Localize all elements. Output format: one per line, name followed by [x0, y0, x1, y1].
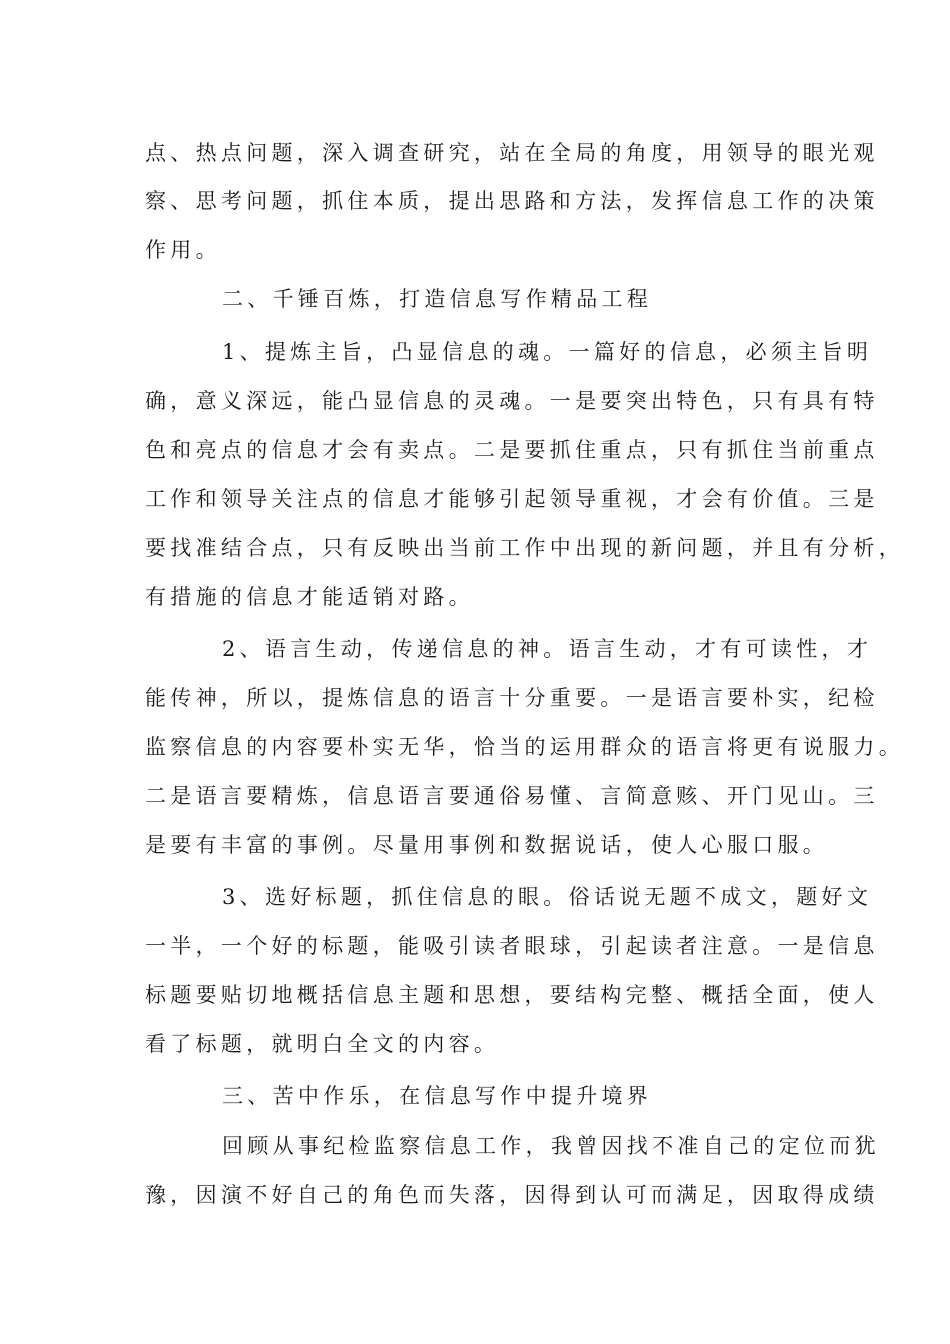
- text-line: 色和亮点的信息才会有卖点。二是要抓住重点，只有抓住当前重点: [145, 438, 879, 462]
- paragraph-start: 1、提炼主旨，凸显信息的魂。一篇好的信息，必须主旨明: [222, 340, 873, 364]
- section-heading: 二、千锤百炼，打造信息写作精品工程: [222, 287, 653, 311]
- text-line: 作用。: [145, 238, 221, 262]
- text-line: 监察信息的内容要朴实无华，恰当的运用群众的语言将更有说服力。: [145, 735, 904, 759]
- text-line: 一半，一个好的标题，能吸引读者眼球，引起读者注意。一是信息: [145, 934, 879, 958]
- paragraph-start: 3、选好标题，抓住信息的眼。俗话说无题不成文，题好文: [222, 885, 873, 909]
- text-line: 工作和领导关注点的信息才能够引起领导重视，才会有价值。三是: [145, 487, 879, 511]
- paragraph-start: 2、语言生动，传递信息的神。语言生动，才有可读性，才: [222, 637, 873, 661]
- text-line: 能传神，所以，提炼信息的语言十分重要。一是语言要朴实，纪检: [145, 686, 879, 710]
- text-line: 二是语言要精炼，信息语言要通俗易懂、言简意赅、开门见山。三: [145, 784, 879, 808]
- text-line: 察、思考问题，抓住本质，提出思路和方法，发挥信息工作的决策: [145, 189, 879, 213]
- text-line: 标题要贴切地概括信息主题和思想，要结构完整、概括全面，使人: [145, 983, 879, 1007]
- text-line: 点、热点问题，深入调查研究，站在全局的角度，用领导的眼光观: [145, 141, 879, 165]
- text-line: 豫，因演不好自己的角色而失落，因得到认可而满足，因取得成绩: [145, 1183, 879, 1207]
- text-line: 看了标题，就明白全文的内容。: [145, 1032, 500, 1056]
- text-line: 是要有丰富的事例。尽量用事例和数据说话，使人心服口服。: [145, 833, 829, 857]
- text-line: 有措施的信息才能适销对路。: [145, 585, 474, 609]
- section-heading: 三、苦中作乐，在信息写作中提升境界: [222, 1084, 653, 1108]
- text-line: 要找准结合点，只有反映出当前工作中出现的新问题，并且有分析，: [145, 536, 904, 560]
- paragraph-start: 回顾从事纪检监察信息工作，我曾因找不准自己的定位而犹: [222, 1134, 880, 1158]
- text-line: 确，意义深远，能凸显信息的灵魂。一是要突出特色，只有具有特: [145, 389, 879, 413]
